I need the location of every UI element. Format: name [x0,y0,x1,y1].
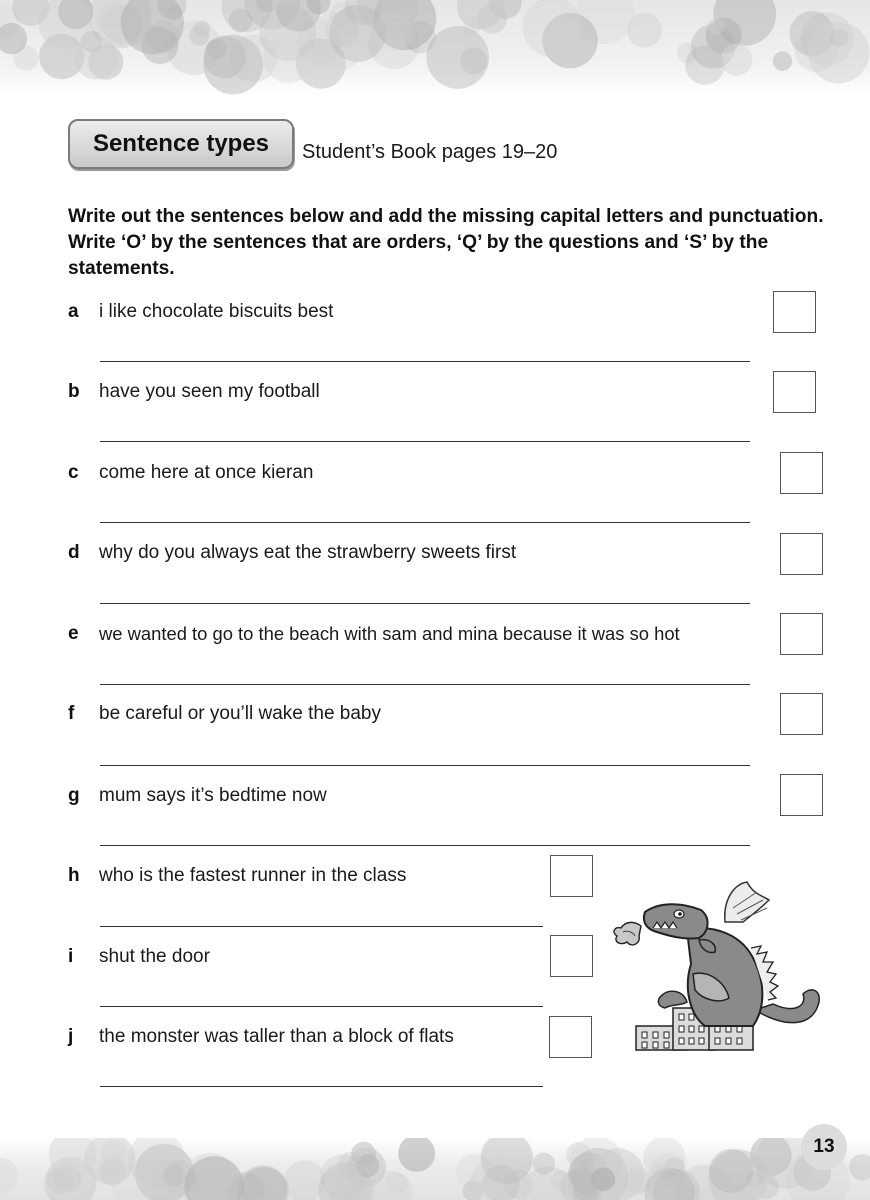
decorative-bubble [685,45,724,84]
answer-line[interactable] [100,1086,543,1087]
item-letter: a [68,301,79,322]
decorative-bubble [773,52,792,71]
decorative-bubble [189,26,209,46]
answer-line[interactable] [100,684,750,685]
answer-line[interactable] [100,441,750,442]
item-sentence: have you seen my football [99,381,320,402]
decorative-bubble [709,1149,753,1193]
item-sentence: why do you always eat the strawberry sweets first [99,542,517,563]
decorative-bubble [533,1153,555,1175]
item-sentence: mum says it’s bedtime now [99,785,327,806]
item-letter: b [68,381,80,402]
item-letter: f [68,703,75,724]
decorative-bubble [591,1167,615,1191]
book-reference: Student’s Book pages 19–20 [302,141,558,163]
decorative-bubble [849,1154,870,1180]
item-sentence: i like chocolate biscuits best [99,301,334,322]
sentence-type-box[interactable] [780,693,823,735]
decorative-footer-band [0,1138,870,1200]
decorative-bubble [307,11,367,71]
item-letter: e [68,623,79,644]
decorative-bubble [707,17,725,35]
decorative-bubble [374,13,413,52]
decorative-bubble [627,13,662,48]
tail-icon [755,990,819,1023]
decorative-bubble [398,1138,435,1172]
item-letter: j [68,1026,74,1047]
decorative-bubble [426,26,489,89]
page-number: 13 [813,1136,835,1157]
section-title: Sentence types [92,130,270,157]
decorative-bubble [523,0,583,57]
section-title-box [68,119,294,169]
monster-illustration [605,878,830,1053]
item-sentence: who is the fastest runner in the class [99,865,407,886]
item-letter: d [68,542,80,563]
decorative-bubble [808,22,869,83]
item-sentence: be careful or you’ll wake the baby [99,703,381,724]
answer-line[interactable] [100,603,750,604]
sentence-type-box[interactable] [780,774,823,816]
item-sentence: the monster was taller than a block of flats [99,1026,454,1047]
sentence-type-box[interactable] [550,935,593,977]
decorative-header-band [0,0,870,95]
fire-breath-icon [614,922,641,945]
decorative-bubble [204,36,246,78]
sentence-type-box[interactable] [780,533,823,575]
item-letter: c [68,462,79,483]
item-sentence: shut the door [99,946,210,967]
decorative-bubble [264,33,314,83]
item-letter: g [68,785,80,806]
wing-icon [725,882,769,922]
answer-line[interactable] [100,845,750,846]
sentence-type-box[interactable] [773,371,816,413]
instructions: Write out the sentences below and add the missing capital letters and punctuation. Write ‘O’ by the sentences that are orders, ‘Q’ by the questions and ‘S’ by the statements. [68,206,824,279]
page-number-badge [801,1124,847,1170]
sentence-type-box[interactable] [549,1016,592,1058]
decorative-bubble [141,27,178,64]
answer-line[interactable] [100,765,750,766]
answer-line[interactable] [100,1006,543,1007]
sentence-type-box[interactable] [780,452,823,494]
sentence-type-box[interactable] [780,613,823,655]
item-letter: h [68,865,80,886]
answer-line[interactable] [100,361,750,362]
decorative-bubble [720,44,752,76]
sentence-type-box[interactable] [550,855,593,897]
decorative-bubble [101,1139,128,1166]
decorative-bubble [237,1165,289,1200]
monster-head-icon [644,904,708,938]
decorative-bubble [0,1158,18,1193]
item-sentence: we wanted to go to the beach with sam and mina because it was so hot [99,623,680,644]
decorative-bubble [337,1152,364,1179]
item-sentence: come here at once kieran [99,462,314,483]
item-letter: i [68,946,74,967]
answer-line[interactable] [100,522,750,523]
sentence-type-box[interactable] [773,291,816,333]
answer-line[interactable] [100,926,543,927]
